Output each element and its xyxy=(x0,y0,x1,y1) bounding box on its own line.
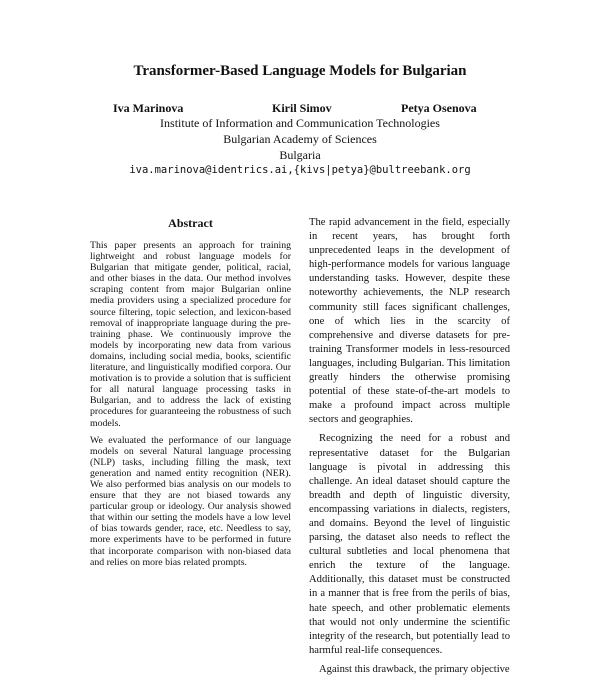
author-name: Petya Osenova xyxy=(401,101,477,115)
affiliation-academy: Bulgarian Academy of Sciences xyxy=(223,132,377,146)
author-name: Kiril Simov xyxy=(272,101,332,115)
author-emails: iva.marinova@identrics.ai,{kivs|petya}@bultreebank.org xyxy=(129,164,471,176)
affiliation-institute: Institute of Information and Communication Technologies xyxy=(160,116,440,130)
body-paragraph: The rapid advancement in the field, especially in recent years, has brought forth unprecedented leaps in the development of high-performance models for various language understanding tasks. However, despite these noteworthy achievements, the NLP research community still faces significant challenges, one of which lies in the scarcity of comprehensive and diverse datasets for pre-training Transformer models in less-resourced languages, including Bulgarian. This limitation greatly hinders the otherwise promising potential of these state-of-the-art models to make a profound impact across multiple sectors and geographies. xyxy=(309,217,510,426)
abstract-column xyxy=(90,240,291,574)
body-paragraph: Against this drawback, the primary objective xyxy=(319,663,510,675)
paper-title: Transformer-Based Language Models for Bulgarian xyxy=(133,63,467,79)
abstract-paragraph: This paper presents an approach for training lightweight and robust language models for Bulgarian that mitigate gender, political, racial, and other biases in the data. Our method involves scraping content from major Bulgarian online media providers using a specialized procedure for source filtering, topic selection, and lexicon-based removal of inappropriate language during the pre-training phase. We continuously improve the models by incorporating new data from various domains, including social media, books, scientific literature, and linguistically modified corpora. Our motivation is to provide a solution that is sufficient for all natural language processing tasks in Bulgarian, and to address the lack of existing procedures for guaranteeing the robustness of such models. xyxy=(90,240,291,429)
affiliation-country: Bulgaria xyxy=(279,148,321,162)
abstract-heading: Abstract xyxy=(168,216,213,230)
body-paragraph: Recognizing the need for a robust and representative dataset for the Bulgarian language is pivotal in addressing this challenge. An ideal dataset should capture the breadth and depth of linguistic diversity, encompassing variations in dialects, registers, and domains. Beyond the level of linguistic parsing, the dataset also needs to reflect the cultural subtleties and local phenomena that enrich the texture of the language. Additionally, this dataset must be constructed in a manner that is free from the perils of bias, hate speech, and other problematic elements that would not only undermine the scientific integrity of the research, but potentially lead to harmful real-life consequences. xyxy=(309,433,510,656)
body-column xyxy=(309,216,510,682)
abstract-paragraph: We evaluated the performance of our language models on several Natural language processing (NLP) tasks, including filling the mask, text generation and named entity recognition (NER). We also performed bias analysis on our models to ensure that they are not biased towards any particular group or ideology. Our analysis showed that within our setting the models have a low level of bias towards gender, race, etc. Needless to say, more experiments have to be performed in future that incorporate comparison with non-biased data and relies on more bias related prompts. xyxy=(90,434,291,568)
author-name: Iva Marinova xyxy=(113,101,184,115)
